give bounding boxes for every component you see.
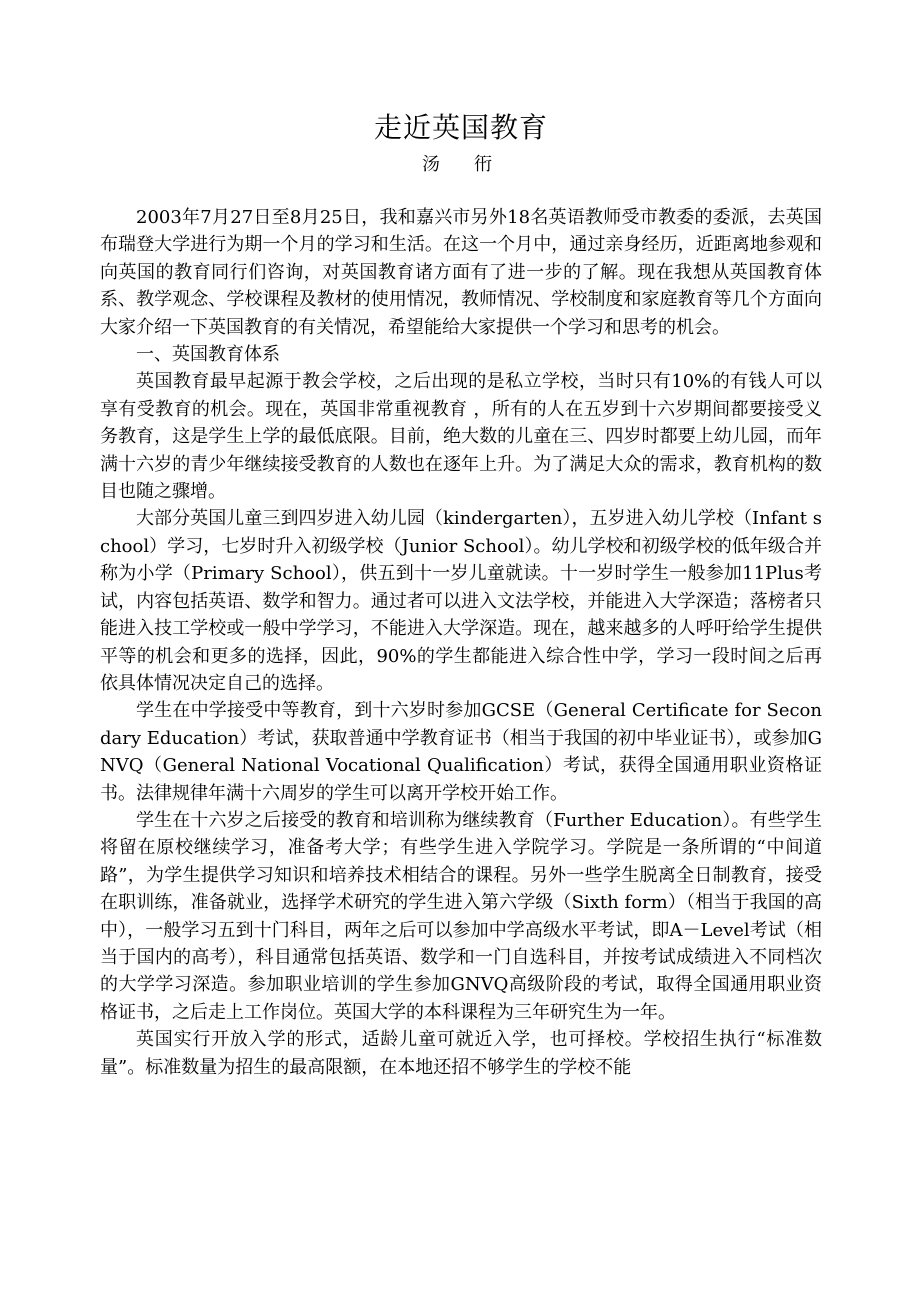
paragraph-secondary-education: 学生在中学接受中等教育，到十六岁时参加GCSE（General Certificate for Secondary Education）考试，获取普通中学教育证书（相当于我国的初中毕业证书），或参加GNVQ（General National Vocational Qualification）考试，获得全国通用职业资格证书。法律规律年满十六周岁的学生可以离开学校开始工作。 <box>100 700 822 804</box>
section-heading: 一、英国教育体系 <box>136 344 280 366</box>
document-author: 汤 衎 <box>422 154 500 175</box>
document-title: 走近英国教育 <box>373 111 548 144</box>
paragraph-history: 英国教育最早起源于教会学校，之后出现的是私立学校，当时只有10%的有钱人可以享有受教育的机会。现在，英国非常重视教育 ，所有的人在五岁到十六岁期间都要接受义务教育，这是学生上学的最低底限。目前，绝大数的儿童在三、四岁时都要上幼儿园，而年满十六岁的青少年继续接受教育的人数也在逐年上升。为了满足大众的需求，教育机构的数目也随之骤增。 <box>100 371 822 503</box>
paragraph-intro: 2003年7月27日至8月25日，我和嘉兴市另外18名英语教师受市教委的委派，去英国布瑞登大学进行为期一个月的学习和生活。在这一个月中，通过亲身经历，近距离地参观和向英国的教育同行们咨询，对英国教育诸方面有了进一步的了解。现在我想从英国教育体系、教学观念、学校课程及教材的使用情况，教师情况、学校制度和家庭教育等几个方面向大家介绍一下英国教育的有关情况，希望能给大家提供一个学习和思考的机会。 <box>100 207 822 338</box>
document-page <box>100 108 822 1081</box>
paragraph-primary-education: 大部分英国儿童三到四岁进入幼儿园（kindergarten），五岁进入幼儿学校（Infant school）学习，七岁时升入初级学校（Junior School）。幼儿学校和初级学校的低年级合并称为小学（Primary School），供五到十一岁儿童就读。十一岁时学生一般参加11Plus考试，内容包括英语、数学和智力。通过者可以进入文法学校，并能进入大学深造；落榜者只能进入技工学校或一般中学学习，不能进入大学深造。现在，越来越多的人呼吁给学生提供平等的机会和更多的选择，因此，90%的学生都能进入综合性中学，学习一段时间之后再依具体情况决定自己的选择。 <box>100 508 822 694</box>
paragraph-admission: 英国实行开放入学的形式，适龄儿童可就近入学，也可择校。学校招生执行“标准数量”。标准数量为招生的最高限额，在本地还招不够学生的学校不能 <box>100 1029 822 1078</box>
document-body <box>100 204 822 1081</box>
paragraph-further-education: 学生在十六岁之后接受的教育和培训称为继续教育（Further Education）。有些学生将留在原校继续学习，准备考大学；有些学生进入学院学习。学院是一条所谓的“中间道路”，为学生提供学习知识和培养技术相结合的课程。另外一些学生脱离全日制教育，接受在职训练，准备就业，选择学术研究的学生进入第六学级（Sixth form）（相当于我国的高中），一般学习五到十门科目，两年之后可以参加中学高级水平考试，即A－Level考试（相当于国内的高考），科目通常包括英语、数学和一门自选科目，并按考试成绩进入不同档次的大学学习深造。参加职业培训的学生参加GNVQ高级阶段的考试，取得全国通用职业资格证书，之后走上工作岗位。英国大学的本科课程为三年研究生为一年。 <box>100 809 822 1023</box>
